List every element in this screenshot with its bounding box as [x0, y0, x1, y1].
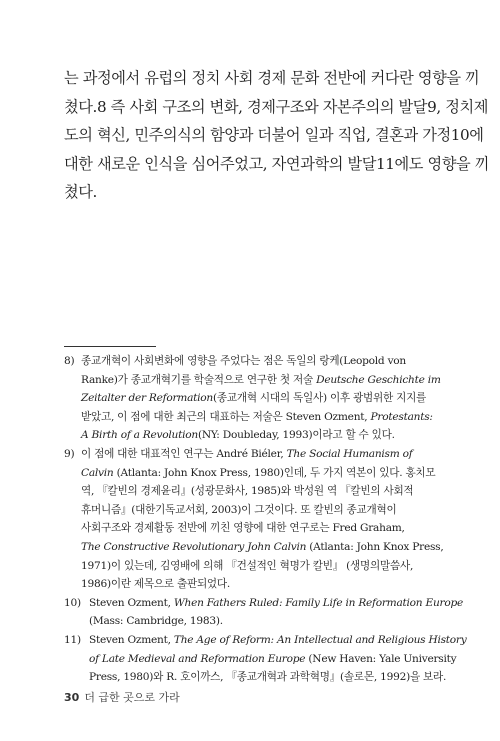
footnote-text: (New Haven: Yale University — [305, 652, 457, 665]
footnote — [64, 352, 441, 445]
footnote-text: 받았고, 이 점에 대한 최근의 대표하는 저술은 Steven Ozment, — [81, 410, 371, 423]
footnotes — [64, 352, 467, 687]
footnote-text: 역, 『칼빈의 경제윤리』(성광문화사, 1985)와 박성원 역 『칼빈의 사회적 — [81, 485, 414, 498]
footnote-line — [89, 612, 436, 631]
body-line: 는 과정에서 유럽의 정치 사회 경제 문화 전반에 커다란 영향을 끼 — [64, 69, 480, 87]
body-line: 쳤다.8 즉 사회 구조의 변화, 경제구조와 자본주의의 발달9, 정치제 — [64, 97, 489, 116]
footnote-number: 10) — [64, 596, 81, 609]
body-text — [64, 64, 489, 207]
body-line: 대한 새로운 인식을 심어주었고, 자연과학의 발달11에도 영향을 끼 — [64, 154, 489, 173]
footnote-title: Calvin — [81, 466, 114, 479]
footnote-line — [81, 426, 436, 445]
footnote-text: Press, 1980)와 R. 호이까스, 『종교개혁과 과학혁명』(솔로몬, 1992)을 보라. — [89, 671, 447, 684]
footnote-text: (Atlanta: John Knox Press, 1980)인데, 두 가지 역본이 있다. 홍치모 — [113, 466, 436, 479]
footnote — [64, 594, 464, 631]
footnote-title: The Constructive Revolutionary John Calvin — [81, 540, 307, 553]
footnote-text: (Mass: Cambridge, 1983). — [89, 615, 223, 628]
footnote-text: (Atlanta: John Knox Press, — [306, 540, 444, 553]
footnote-number: 9) — [64, 447, 75, 460]
footnote — [64, 631, 467, 687]
footnote-text: Ranke)가 종교개혁기를 학술적으로 연구한 첫 저술 — [81, 373, 317, 386]
footnote-line — [81, 389, 436, 408]
footnote-line — [81, 557, 436, 576]
footnote-title: of Late Medieval and Reformation Europe — [89, 652, 306, 665]
footnote-title: Protestants: — [370, 410, 433, 423]
footnote-text: 휴머니즘』(대한기독교서회, 2003)이 그것이다. 또 칼빈의 종교개혁이 — [81, 503, 397, 516]
footnote-text: 사회구조와 경제활동 전반에 끼친 영향에 대한 연구로는 Fred Graham, — [81, 522, 405, 535]
page-footer — [64, 689, 180, 705]
footnote-line — [81, 575, 436, 594]
footnote-text: Steven Ozment, — [89, 596, 174, 609]
footnote-title: Deutsche Geschichte im — [316, 373, 441, 386]
footnote-line — [89, 668, 447, 687]
footnote-separator — [64, 346, 156, 347]
footnote-text: (NY: Doubleday, 1993)이라고 할 수 있다. — [197, 429, 395, 442]
footnote-line — [81, 519, 436, 538]
footnote-line — [81, 371, 441, 390]
footnote-text: 종교개혁이 사회변화에 영향을 주었다는 점은 독일의 랑케(Leopold von — [81, 355, 407, 367]
footnote-text: 1971)이 있는데, 김영배에 의해 『건설적인 혁명가 칼빈』 (생명의말씀사, — [81, 559, 414, 572]
page-number: 30 — [64, 691, 80, 704]
footnote-line — [81, 408, 436, 427]
footnote — [64, 445, 444, 594]
footnote-number: 11) — [64, 633, 81, 646]
footnote-title: The Social Humanism of — [286, 447, 413, 460]
footnote-line — [81, 538, 444, 557]
footnote-line — [81, 352, 436, 371]
footnote-line — [81, 445, 436, 464]
footnote-text: 1986)이란 제목으로 출판되었다. — [81, 578, 231, 591]
running-title: 더 급한 곳으로 가라 — [84, 691, 180, 704]
footnote-text: Steven Ozment, — [89, 633, 174, 646]
footnote-title: The Age of Reform: An Intellectual and Religious History — [173, 633, 467, 646]
footnote-line — [89, 594, 464, 613]
footnote-line — [81, 464, 436, 483]
footnote-title: A Birth of a Revolution — [81, 429, 198, 442]
footnote-number: 8) — [64, 355, 75, 367]
body-line: 도의 혁신, 민주의식의 함양과 더불어 일과 직업, 결혼과 가정10에 — [64, 126, 484, 144]
body-line: 쳤다. — [64, 183, 97, 201]
footnote-line — [89, 631, 467, 650]
footnote-text: (종교개혁 시대의 독일사) 이후 광범위한 지지를 — [213, 392, 427, 405]
footnote-title: When Fathers Ruled: Family Life in Reformation Europe — [173, 596, 464, 609]
footnote-text: 이 점에 대한 대표적인 연구는 André Biéler, — [81, 447, 287, 460]
footnote-line — [81, 501, 436, 520]
footnote-line — [81, 482, 436, 501]
footnote-line — [89, 650, 457, 669]
footnote-title: Zeitalter der Reformation — [81, 392, 213, 405]
